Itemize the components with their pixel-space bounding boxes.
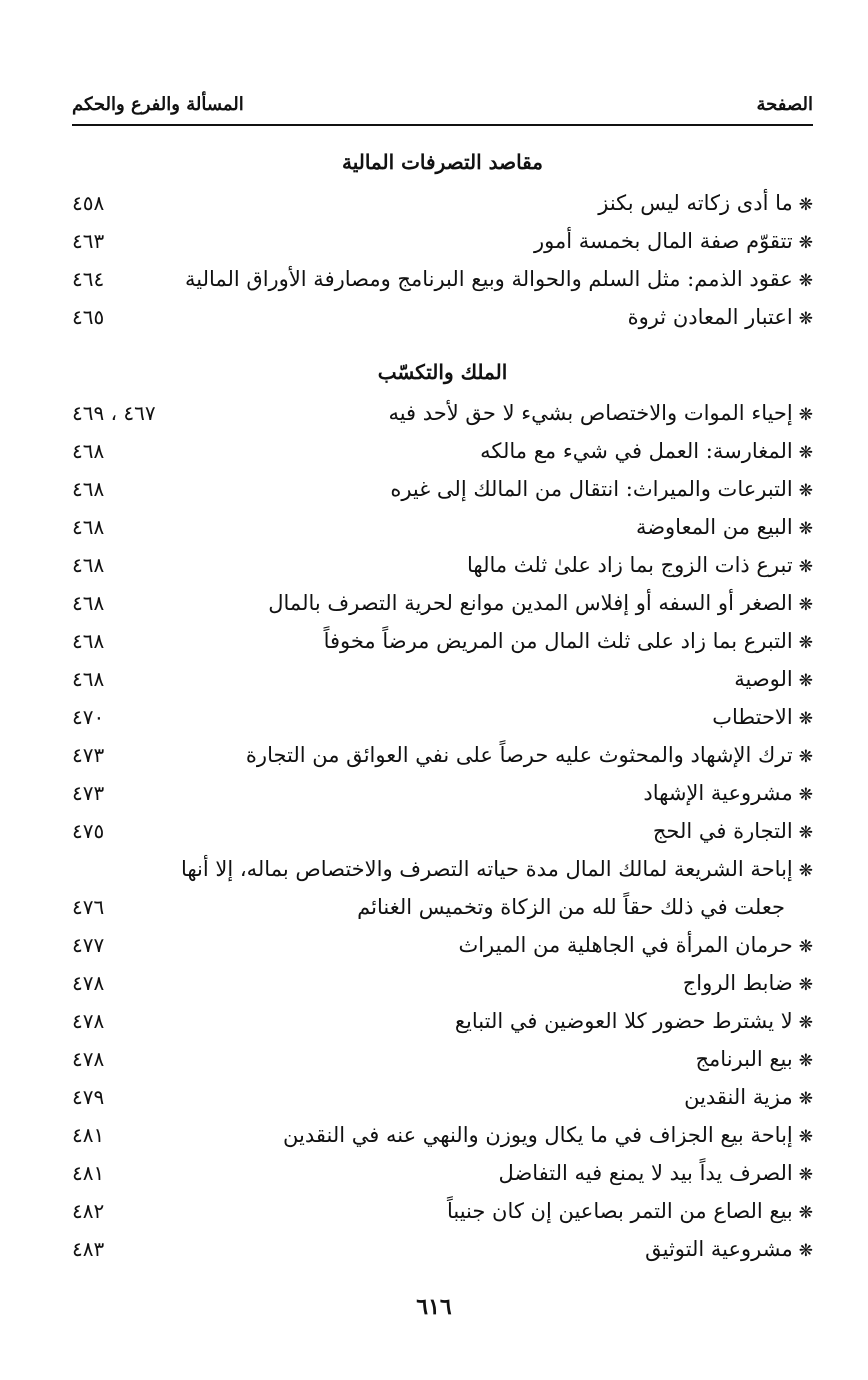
entry-text: بيع الصاع من التمر بصاعين إن كان جنيباً <box>446 1199 793 1223</box>
entry-page-number: ٤٦٨ <box>72 629 105 653</box>
index-entry <box>72 926 813 964</box>
index-entry <box>72 1078 813 1116</box>
section-title: الملك والتكسّب <box>377 360 508 384</box>
entry-page-number: ٤٦٣ <box>72 229 105 253</box>
entry-text: عقود الذمم: مثل السلم والحوالة وبيع البرنامج ومصارفة الأوراق المالية <box>184 267 793 291</box>
index-entry <box>72 1154 813 1192</box>
bullet-icon: ❋ <box>798 481 813 501</box>
bullet-icon: ❋ <box>798 519 813 539</box>
bullet-icon: ❋ <box>798 405 813 425</box>
bullet-icon: ❋ <box>798 1203 813 1223</box>
index-entry <box>72 660 813 698</box>
bullet-icon: ❋ <box>798 1089 813 1109</box>
entry-text: المغارسة: العمل في شيء مع مالكه <box>480 439 793 463</box>
entry-text: الصرف يداً بيد لا يمنع فيه التفاضل <box>498 1161 793 1185</box>
index-entry <box>72 298 813 336</box>
bullet-icon: ❋ <box>798 975 813 995</box>
bullet-icon: ❋ <box>798 1241 813 1261</box>
entry-page-number: ٤٨٣ <box>72 1237 105 1261</box>
entry-text: مزية النقدين <box>684 1085 793 1109</box>
index-entry <box>72 432 813 470</box>
entry-text: تتقوّم صفة المال بخمسة أمور <box>534 229 793 253</box>
entry-page-number: ٤٦٨ <box>72 515 105 539</box>
index-entry <box>72 698 813 736</box>
bullet-icon: ❋ <box>798 823 813 843</box>
index-entry <box>72 774 813 812</box>
bullet-icon: ❋ <box>798 937 813 957</box>
entry-text: الاحتطاب <box>712 705 793 729</box>
bullet-icon: ❋ <box>798 443 813 463</box>
bullet-icon: ❋ <box>798 595 813 615</box>
index-entry <box>72 964 813 1002</box>
bullet-icon: ❋ <box>798 671 813 691</box>
index-entry <box>72 1116 813 1154</box>
entry-text: لا يشترط حضور كلا العوضين في التبايع <box>454 1009 793 1033</box>
page-number: ٦١٦ <box>416 1294 452 1320</box>
entry-text: حرمان المرأة في الجاهلية من الميراث <box>458 933 793 957</box>
entry-text: تبرع ذات الزوج بما زاد علىٰ ثلث مالها <box>467 553 793 577</box>
entry-page-number: ٤٦٥ <box>72 305 105 329</box>
index-entry <box>72 394 813 432</box>
bullet-icon: ❋ <box>798 271 813 291</box>
entry-page-number: ٤٦٤ <box>72 267 105 291</box>
entry-text: ما أدى زكاته ليس بكنز <box>598 191 793 215</box>
bullet-icon: ❋ <box>798 557 813 577</box>
entry-text: التجارة في الحج <box>652 819 793 843</box>
entry-page-number: ٤٥٨ <box>72 191 105 215</box>
entry-page-number: ٤٧٧ <box>72 933 105 957</box>
index-entries <box>72 140 813 1268</box>
index-entry <box>72 1230 813 1268</box>
entry-page-number: ٤٧٠ <box>72 705 105 729</box>
index-entry <box>72 546 813 584</box>
entry-page-number: ٤٧٣ <box>72 781 105 805</box>
entry-text: البيع من المعاوضة <box>635 515 793 539</box>
entry-page-number: ٤٧٨ <box>72 1047 105 1071</box>
bullet-icon: ❋ <box>798 861 813 881</box>
entry-text: إحياء الموات والاختصاص بشيء لا حق لأحد فيه <box>388 401 793 425</box>
entry-text: ضابط الرواج <box>682 971 793 995</box>
entry-text: ترك الإشهاد والمحثوث عليه حرصاً على نفي العوائق من التجارة <box>245 743 793 767</box>
entry-page-number: ٤٦٨ <box>72 439 105 463</box>
entry-text: بيع البرنامج <box>695 1047 793 1071</box>
entry-text: إباحة بيع الجزاف في ما يكال ويوزن والنهي عنه في النقدين <box>283 1123 793 1147</box>
entry-page-number: ٤٨٢ <box>72 1199 105 1223</box>
entry-text: إباحة الشريعة لمالك المال مدة حياته التصرف والاختصاص بماله، إلا أنها <box>180 857 793 881</box>
entry-page-number: ٤٧٣ <box>72 743 105 767</box>
bullet-icon: ❋ <box>798 233 813 253</box>
entry-page-number: ٤٦٨ <box>72 667 105 691</box>
bullet-icon: ❋ <box>798 785 813 805</box>
index-entry <box>72 470 813 508</box>
entry-page-number: ٤٧٨ <box>72 1009 105 1033</box>
index-entry-continuation <box>72 888 813 926</box>
bullet-icon: ❋ <box>798 195 813 215</box>
index-entry <box>72 222 813 260</box>
bullet-icon: ❋ <box>798 709 813 729</box>
bullet-icon: ❋ <box>798 633 813 653</box>
index-entry <box>72 622 813 660</box>
entry-page-number: ٤٦٨ <box>72 591 105 615</box>
entry-page-number: ٤٦٧ ، ٤٦٩ <box>72 401 156 425</box>
index-entry <box>72 260 813 298</box>
index-entry <box>72 736 813 774</box>
bullet-icon: ❋ <box>798 1165 813 1185</box>
entry-page-number: ٤٨١ <box>72 1161 105 1185</box>
bullet-icon: ❋ <box>798 1127 813 1147</box>
index-entry <box>72 184 813 222</box>
entry-page-number: ٤٧٨ <box>72 971 105 995</box>
header-title: المسألة والفرع والحكم <box>72 93 244 115</box>
index-entry <box>72 584 813 622</box>
index-entry <box>72 1040 813 1078</box>
index-entry <box>72 812 813 850</box>
entry-text: التبرع بما زاد على ثلث المال من المريض مرضاً مخوفاً <box>323 629 793 653</box>
section-title: مقاصد التصرفات المالية <box>341 150 544 174</box>
entry-page-number: ٤٧٦ <box>72 895 105 919</box>
index-entry <box>72 1002 813 1040</box>
entry-page-number: ٤٨١ <box>72 1123 105 1147</box>
entry-page-number: ٤٧٩ <box>72 1085 105 1109</box>
bullet-icon: ❋ <box>798 309 813 329</box>
entry-text: مشروعية الإشهاد <box>643 781 793 805</box>
header-page-label: الصفحة <box>756 93 813 115</box>
index-entry <box>72 508 813 546</box>
entry-text: مشروعية التوثيق <box>645 1237 793 1261</box>
bullet-icon: ❋ <box>798 747 813 767</box>
bullet-icon: ❋ <box>798 1013 813 1033</box>
entry-text: الوصية <box>734 667 793 691</box>
index-entry <box>72 850 813 888</box>
entry-text: الصغر أو السفه أو إفلاس المدين موانع لحرية التصرف بالمال <box>268 591 793 615</box>
entry-text: اعتبار المعادن ثروة <box>627 305 793 329</box>
page-header <box>72 84 813 126</box>
entry-page-number: ٤٦٨ <box>72 477 105 501</box>
entry-page-number: ٤٧٥ <box>72 819 105 843</box>
entry-page-number: ٤٦٨ <box>72 553 105 577</box>
entry-text: التبرعات والميراث: انتقال من المالك إلى غيره <box>390 477 793 501</box>
bullet-icon: ❋ <box>798 1051 813 1071</box>
entry-text-continuation: جعلت في ذلك حقاً لله من الزكاة وتخميس الغنائم <box>357 895 785 919</box>
index-entry <box>72 1192 813 1230</box>
